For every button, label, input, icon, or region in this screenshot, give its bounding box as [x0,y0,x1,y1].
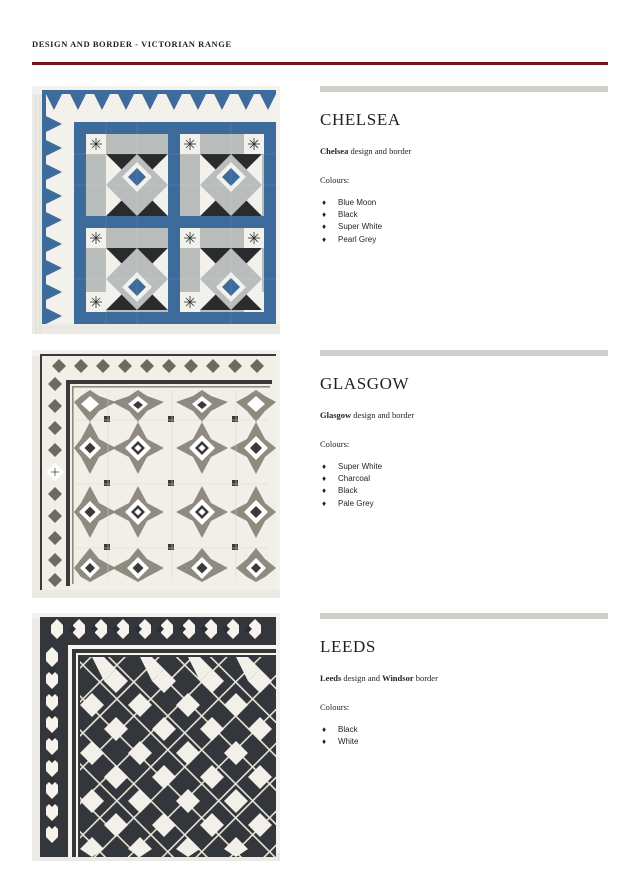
design-subtitle [320,146,610,157]
list-item [320,485,610,497]
design-name: GLASGOW [320,374,410,393]
colour-list [320,197,610,246]
colour-list [320,724,610,748]
design-name: CHELSEA [320,110,401,129]
design-text-glasgow [320,350,610,510]
page-title: DESIGN AND BORDER - VICTORIAN RANGE [32,39,232,49]
diamond-bullet-icon: ♦ [322,222,327,232]
design-subtitle-rest: design and border [351,410,415,420]
design-subtitle-strong: Leeds [320,673,342,683]
diamond-bullet-icon: ♦ [322,234,327,244]
accent-bar [320,613,608,619]
accent-bar [320,350,608,356]
colours-label: Colours: [320,439,350,450]
leeds-pattern-svg [32,613,280,861]
colour-name: Super White [338,462,383,472]
tile-pattern-image-leeds [32,613,280,861]
colour-name: Pearl Grey [338,234,377,244]
design-subtitle-mid: design and [341,673,383,683]
design-name: LEEDS [320,637,376,656]
colour-name: Pale Grey [338,498,374,508]
list-item [320,498,610,510]
diamond-bullet-icon: ♦ [322,198,327,208]
colour-name: Charcoal [338,474,371,484]
diamond-bullet-icon: ♦ [322,474,327,484]
accent-bar [320,86,608,92]
diamond-bullet-icon: ♦ [322,737,327,747]
colours-label: Colours: [320,702,350,713]
design-subtitle-rest: border [413,673,438,683]
colour-name: White [338,737,359,747]
chelsea-pattern-svg [32,86,280,334]
design-text-leeds [320,613,610,748]
list-item [320,736,610,748]
glasgow-pattern-svg [32,350,280,598]
diamond-bullet-icon: ♦ [322,725,327,735]
page-header [0,0,640,66]
tile-pattern-image-chelsea [32,86,280,334]
colour-list [320,461,610,510]
design-subtitle-strong: Chelsea [320,146,349,156]
diamond-bullet-icon: ♦ [322,462,327,472]
design-subtitle [320,410,610,421]
diamond-bullet-icon: ♦ [322,210,327,220]
list-item [320,209,610,221]
tile-pattern-image-glasgow [32,350,280,598]
design-subtitle-strong-2: Windsor [382,673,414,683]
colour-name: Black [338,725,358,735]
design-subtitle-strong: Glasgow [320,410,352,420]
design-subtitle [320,673,610,684]
header-divider [32,62,608,65]
diamond-bullet-icon: ♦ [322,486,327,496]
design-subtitle-rest: design and border [348,146,412,156]
list-item [320,234,610,246]
design-text-chelsea [320,86,610,246]
colour-name: Super White [338,222,383,232]
list-item [320,473,610,485]
list-item [320,221,610,233]
list-item [320,724,610,736]
colour-name: Black [338,486,358,496]
diamond-bullet-icon: ♦ [322,498,327,508]
colour-name: Black [338,210,358,220]
list-item [320,461,610,473]
colour-name: Blue Moon [338,198,377,208]
list-item [320,197,610,209]
colours-label: Colours: [320,175,350,186]
